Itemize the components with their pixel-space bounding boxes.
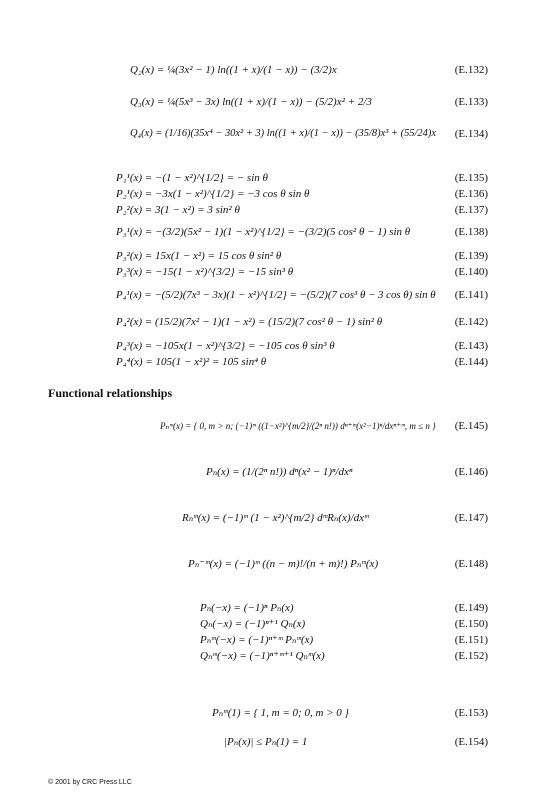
equation-number: (E.147) <box>454 512 488 524</box>
formula: Pₙ⁻ᵐ(x) = (−1)ᵐ ((n − m)!/(n + m)!) Pₙᵐ(x) <box>188 558 379 570</box>
formula: P₄²(x) = (15/2)(7x² − 1)(1 − x²) = (15/2)(7 cos² θ − 1) sin² θ <box>116 316 383 328</box>
equation-e137 <box>0 200 534 220</box>
equation-number: (E.135) <box>454 172 488 184</box>
equation-e154 <box>0 732 534 752</box>
equation-number: (E.132) <box>454 64 488 76</box>
equation-e147 <box>0 508 534 528</box>
equation-number: (E.133) <box>454 96 488 108</box>
equation-number: (E.153) <box>454 707 488 719</box>
equation-number: (E.154) <box>454 736 488 748</box>
formula: Pₙ(−x) = (−1)ⁿ Pₙ(x) <box>200 602 294 614</box>
formula: Pₙᵐ(x) = { 0, m > n; (−1)ᵐ ((1−x²)^{m/2}/(2ⁿ n!)) dⁿ⁺ᵐ(x²−1)ⁿ/dxⁿ⁺ᵐ, m ≤ n } <box>160 421 436 431</box>
equation-number: (E.146) <box>454 466 488 478</box>
formula: P₄⁴(x) = 105(1 − x²)² = 105 sin⁴ θ <box>116 356 267 368</box>
formula: P₄³(x) = −105x(1 − x²)^{3/2} = −105 cos θ sin³ θ <box>116 340 335 352</box>
equation-number: (E.149) <box>454 602 488 614</box>
formula: P₂²(x) = 3(1 − x²) = 3 sin² θ <box>116 204 240 216</box>
equation-e138 <box>0 222 534 242</box>
equation-number: (E.143) <box>454 340 488 352</box>
equation-e133 <box>0 92 534 112</box>
formula: P₃²(x) = 15x(1 − x²) = 15 cos θ sin² θ <box>116 250 282 262</box>
formula: P₃¹(x) = −(3/2)(5x² − 1)(1 − x²)^{1/2} = −(3/2)(5 cos² θ − 1) sin θ <box>116 226 411 238</box>
equation-number: (E.145) <box>454 420 488 432</box>
equation-number: (E.148) <box>454 558 488 570</box>
equation-number: (E.136) <box>454 188 488 200</box>
formula: Pₙᵐ(−x) = (−1)ⁿ⁺ᵐ Pₙᵐ(x) <box>200 634 314 646</box>
equation-e152 <box>0 646 534 666</box>
equation-e148 <box>0 554 534 574</box>
equation-e145 <box>0 416 534 436</box>
formula: |Pₙ(x)| ≤ Pₙ(1) = 1 <box>224 736 308 748</box>
equation-number: (E.138) <box>454 226 488 238</box>
equation-e134 <box>0 124 534 144</box>
formula: Q₂(x) = ¼(3x² − 1) ln((1 + x)/(1 − x)) − (3/2)x <box>130 64 337 76</box>
equation-number: (E.144) <box>454 356 488 368</box>
equation-number: (E.137) <box>454 204 488 216</box>
equation-number: (E.142) <box>454 316 488 328</box>
equation-number: (E.139) <box>454 250 488 262</box>
equation-e141 <box>0 285 534 305</box>
formula: P₁¹(x) = −(1 − x²)^{1/2} = − sin θ <box>116 172 268 184</box>
equation-number: (E.151) <box>454 634 488 646</box>
equation-number: (E.140) <box>454 266 488 278</box>
formula: Pₙ(x) = (1/(2ⁿ n!)) dⁿ(x² − 1)ⁿ/dxⁿ <box>206 466 353 478</box>
equation-number: (E.150) <box>454 618 488 630</box>
section-heading: Functional relationships <box>48 386 173 400</box>
formula: Qₙ(−x) = (−1)ⁿ⁺¹ Qₙ(x) <box>200 618 306 630</box>
equation-e132 <box>0 60 534 80</box>
equation-e153 <box>0 703 534 723</box>
equation-e146 <box>0 462 534 482</box>
formula: P₃³(x) = −15(1 − x²)^{3/2} = −15 sin³ θ <box>116 266 294 278</box>
equation-e142 <box>0 312 534 332</box>
formula: P₄¹(x) = −(5/2)(7x³ − 3x)(1 − x²)^{1/2} = −(5/2)(7 cos³ θ − 3 cos θ) sin θ <box>116 289 436 301</box>
formula: Q₄(x) = (1/16)(35x⁴ − 30x² + 3) ln((1 + x)/(1 − x)) − (35/8)x³ + (55/24)x <box>130 128 436 139</box>
formula: Qₙᵐ(−x) = (−1)ⁿ⁺ᵐ⁺¹ Qₙᵐ(x) <box>200 650 325 662</box>
equation-number: (E.134) <box>454 128 488 140</box>
formula: Pₙᵐ(1) = { 1, m = 0; 0, m > 0 } <box>212 707 349 719</box>
formula: Q₃(x) = ¼(5x³ − 3x) ln((1 + x)/(1 − x)) − (5/2)x² + 2/3 <box>130 96 372 108</box>
equation-number: (E.152) <box>454 650 488 662</box>
equation-e140 <box>0 262 534 282</box>
copyright-footer: © 2001 by CRC Press LLC <box>48 779 132 786</box>
equation-e144 <box>0 352 534 372</box>
equation-number: (E.141) <box>454 289 488 301</box>
formula: Rₙᵐ(x) = (−1)ᵐ (1 − x²)^{m/2} dᵐRₙ(x)/dxᵐ <box>182 512 369 524</box>
formula: P₂¹(x) = −3x(1 − x²)^{1/2} = −3 cos θ sin θ <box>116 188 310 200</box>
